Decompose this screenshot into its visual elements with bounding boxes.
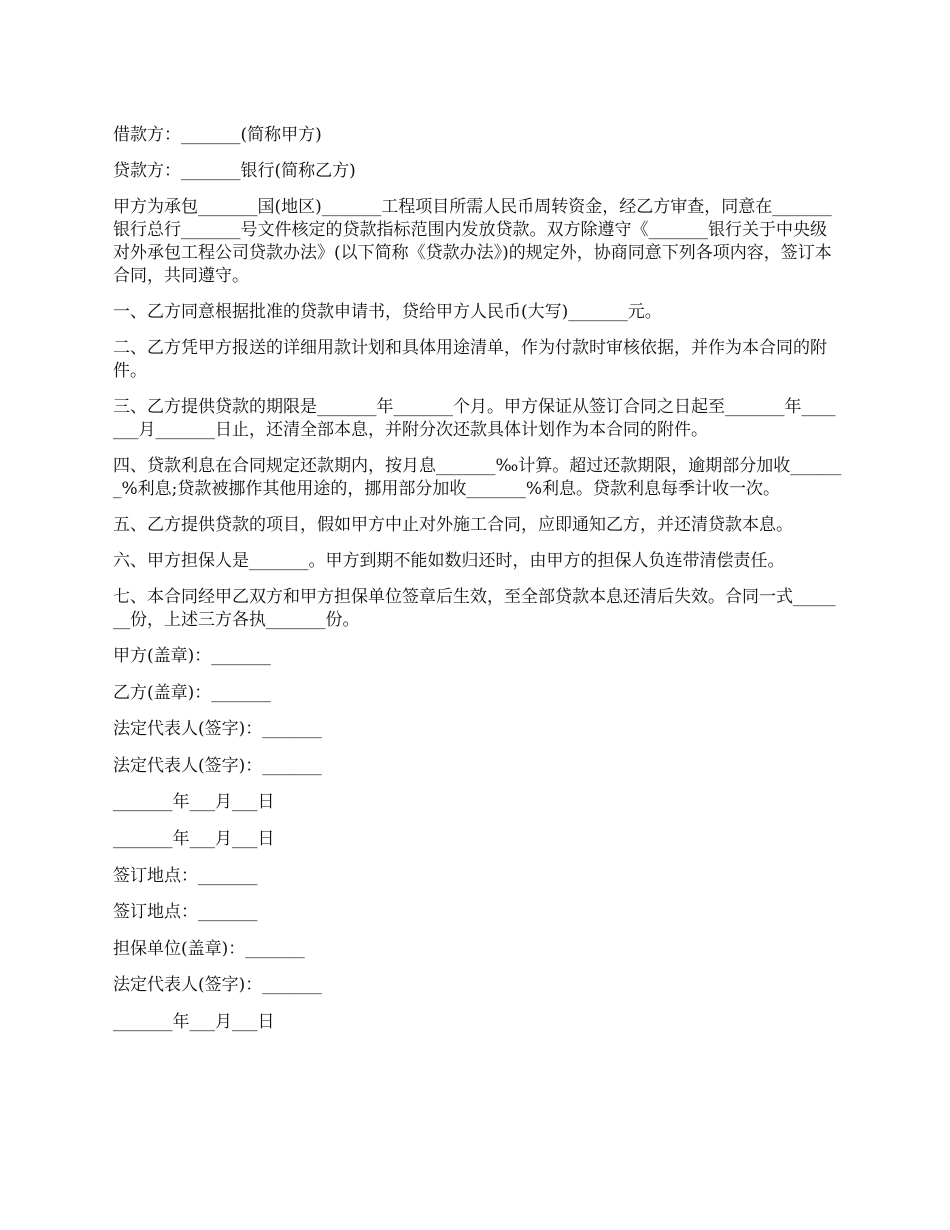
- party-a-representative-line: 法定代表人(签字)：_______: [113, 719, 322, 740]
- clause-3: 三、乙方提供贷款的期限是_______年_______个月。甲方保证从签订合同之日起至_______年_______月_______日止，还清全部本息，并附分次还款具体计划作为本合同的附件。: [113, 397, 836, 440]
- guarantor-date-line: _______年___月___日: [113, 1011, 275, 1032]
- borrower-line: 借款方：_______(简称甲方): [113, 125, 322, 145]
- clause-6: 六、甲方担保人是_______。甲方到期不能如数归还时，由甲方的担保人负连带清偿责任。: [113, 551, 785, 571]
- guarantor-representative-line: 法定代表人(签字)：_______: [113, 975, 322, 996]
- clause-1: 一、乙方同意根据批准的贷款申请书，贷给甲方人民币(大写)_______元。: [113, 302, 662, 322]
- clause-5: 五、乙方提供贷款的项目，假如甲方中止对外施工合同，应即通知乙方，并还清贷款本息。: [113, 515, 793, 535]
- clause-2: 二、乙方凭甲方报送的详细用款计划和具体用途清单，作为付款时审核依据，并作为本合同的附件。: [113, 338, 827, 381]
- party-a-seal-line: 甲方(盖章)：_______: [113, 646, 271, 666]
- party-a-signing-place-line: 签订地点：_______: [113, 865, 258, 886]
- clause-4: 四、贷款利息在合同规定还款期内，按月息_______‰计算。超过还款期限，逾期部分加收_______%利息;贷款被挪作其他用途的，挪用部分加收_______%利息。贷款利息每季计收一次。: [113, 456, 842, 499]
- party-b-representative-line: 法定代表人(签字)：_______: [113, 755, 322, 776]
- contract-document: [113, 124, 843, 1048]
- party-b-date-line: _______年___月___日: [113, 828, 275, 849]
- party-b-signing-place-line: 签订地点：_______: [113, 902, 258, 923]
- lender-line: 贷款方：_______银行(简称乙方): [113, 161, 356, 181]
- party-b-seal-line: 乙方(盖章)：_______: [113, 682, 271, 703]
- clause-7: 七、本合同经甲乙双方和甲方担保单位签章后生效，至全部贷款本息还清后失效。合同一式_______份，上述三方各执_______份。: [113, 587, 836, 630]
- party-a-date-line: _______年___月___日: [113, 792, 275, 813]
- guarantor-seal-line: 担保单位(盖章)：_______: [113, 938, 305, 959]
- preamble-paragraph: 甲方为承包_______国(地区)_______工程项目所需人民币周转资金，经乙方审查，同意在_______银行总行_______号文件核定的贷款指标范围内发放贷款。双方除遵守《_______银行关于中央级对外承包工程公司贷款办法》(以下简称《贷款办法》)的规定外，协商同意下列各项内容，签订本合同，共同遵守。: [113, 197, 832, 286]
